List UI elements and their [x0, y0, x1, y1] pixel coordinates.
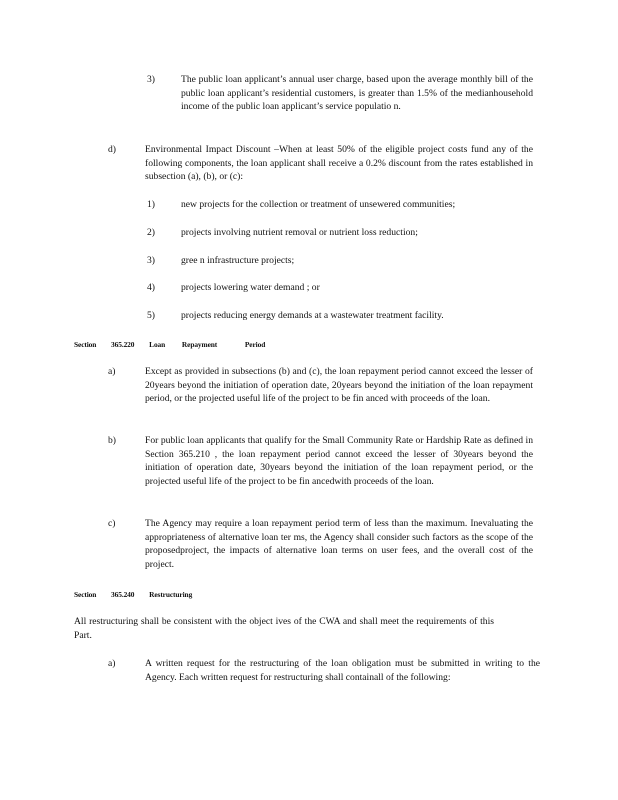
paragraph-environmental-impact-discount: Environmental Impact Discount –When at least 50% of the eligible project costs fund any of the following components, the loan applicant shall receive a 0.2% discount from the rates established in subsection (a), (b), or (c):: [145, 144, 533, 183]
list-item-component: new projects for the collection or treatment of unsewered communities;: [181, 199, 456, 210]
paragraph-restructuring-intro: All restructuring shall be consistent with the object ives of the CWA and shall meet the requirements of this Part.: [74, 616, 494, 641]
list-marker: d): [108, 144, 116, 155]
section-title-word: Loan: [149, 340, 166, 349]
section-number: 365.220: [111, 340, 135, 349]
section-number: 365.240: [111, 590, 135, 599]
list-marker: 1): [147, 199, 155, 210]
list-item-component: projects involving nutrient removal or nutrient loss reduction;: [181, 227, 418, 238]
section-label: Section: [74, 340, 97, 349]
paragraph-repayment-c: The Agency may require a loan repayment period term of less than the maximum. Inevaluating the appropriateness of alternative loan ter ms, the Agency shall consider such factors as the scope of the proposedproject, the impacts of alternative loan terms on user fees, and the overall cost of the project.: [145, 518, 533, 570]
section-title-word: Repayment: [181, 340, 218, 349]
list-marker: 5): [147, 310, 155, 321]
list-marker: a): [108, 658, 116, 669]
list-marker: a): [108, 366, 116, 377]
paragraph-repayment-b: For public loan applicants that qualify for the Small Community Rate or Hardship Rate as defined in Section 365.210 , the loan repayment period cannot exceed the lesser of 30years beyond the initiation of operation date, 30years beyond the initiation of the loan repayment period, or the projected useful life of the project to be fin ancedwith proceeds of the loan.: [145, 435, 533, 487]
paragraph-repayment-a: Except as provided in subsections (b) and (c), the loan repayment period cannot exceed the lesser of 20years beyond the initiation of operation date, 20years beyond the initiation of the loan repayment period, or the projected useful life of the project to be fin anced with proceeds of the loan.: [145, 366, 533, 405]
list-item-component: projects lowering water demand ; or: [181, 282, 320, 293]
section-heading-365-240: [74, 590, 192, 599]
list-marker: 4): [147, 282, 155, 293]
list-marker: b): [108, 435, 116, 446]
list-item-component: projects reducing energy demands at a wastewater treatment facility.: [181, 310, 444, 321]
section-heading-365-220: [74, 340, 265, 349]
list-marker: 3): [147, 255, 155, 266]
list-marker: 2): [147, 227, 155, 238]
list-marker: 3): [147, 74, 155, 85]
paragraph-restructuring-a: A written request for the restructuring of the loan obligation must be submitted in writing to the Agency. Each written request for restructuring shall containall of the following:: [145, 658, 540, 683]
paragraph-item-3: The public loan applicant’s annual user charge, based upon the average monthly bill of the public loan applicant’s residential customers, is greater than 1.5% of the medianhousehold income of the public loan applicant’s service populatio n.: [181, 74, 533, 113]
section-label: Section: [74, 590, 97, 599]
list-marker: c): [108, 518, 116, 529]
list-item-component: gree n infrastructure projects;: [181, 255, 295, 266]
section-title-word: Period: [244, 340, 266, 349]
section-title-word: Restructuring: [149, 590, 193, 599]
